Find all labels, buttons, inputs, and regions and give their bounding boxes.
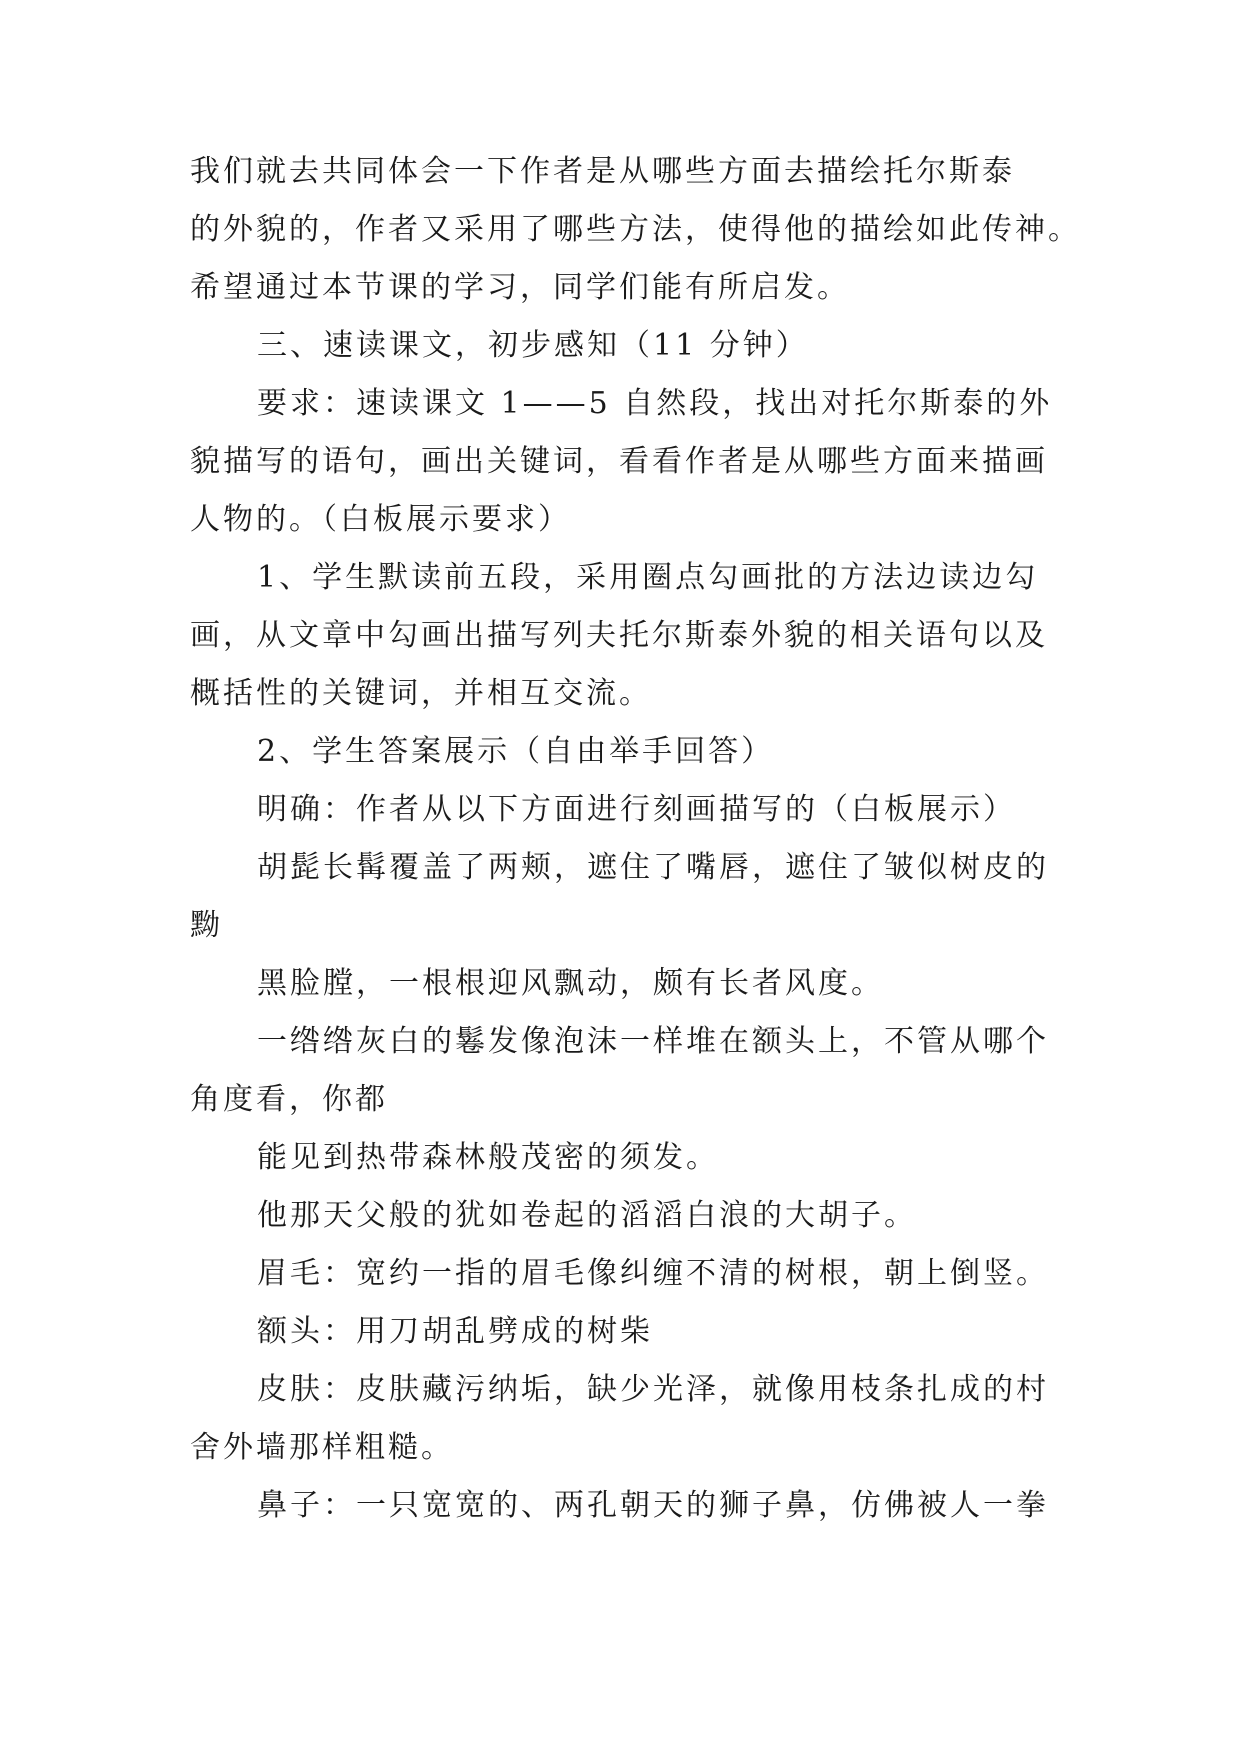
text-line: 眉毛：宽约一指的眉毛像纠缠不清的树根，朝上倒竖。 — [257, 1256, 1049, 1291]
text-line: 额头：用刀胡乱劈成的树柴 — [257, 1314, 653, 1349]
text-line: 我们就去共同体会一下作者是从哪些方面去描绘托尔斯泰 — [190, 154, 1015, 189]
section-heading: 三、速读课文，初步感知（11 分钟） — [257, 328, 809, 363]
text-line: 要求：速读课文 1——5 自然段，找出对托尔斯泰的外 — [257, 386, 1053, 421]
text-line: 貌描写的语句，画出关键词，看看作者是从哪些方面来描画 — [190, 444, 1048, 479]
text-line: 1、学生默读前五段，采用圈点勾画批的方法边读边勾 — [257, 560, 1039, 595]
text-line: 黑脸膛，一根根迎风飘动，颇有长者风度。 — [257, 966, 884, 1001]
text-line: 角度看，你都 — [190, 1082, 388, 1117]
text-line: 希望通过本节课的学习，同学们能有所启发。 — [190, 270, 850, 305]
text-line: 黝 — [190, 908, 223, 943]
text-line: 一绺绺灰白的鬈发像泡沫一样堆在额头上，不管从哪个 — [257, 1024, 1049, 1059]
text-line: 2、学生答案展示（自由举手回答） — [257, 734, 775, 769]
text-line: 能见到热带森林般茂密的须发。 — [257, 1140, 719, 1175]
text-line: 舍外墙那样粗糙。 — [190, 1430, 454, 1465]
text-line: 皮肤：皮肤藏污纳垢，缺少光泽，就像用枝条扎成的村 — [257, 1372, 1049, 1407]
text-line: 概括性的关键词，并相互交流。 — [190, 676, 652, 711]
text-line: 鼻子：一只宽宽的、两孔朝天的狮子鼻，仿佛被人一拳 — [257, 1488, 1049, 1523]
text-line: 人物的。（白板展示要求） — [190, 502, 571, 537]
text-line: 胡髭长髯覆盖了两颊，遮住了嘴唇，遮住了皱似树皮的 — [257, 850, 1049, 885]
text-line: 的外貌的，作者又采用了哪些方法，使得他的描绘如此传神。 — [190, 212, 1081, 247]
text-line: 画，从文章中勾画出描写列夫托尔斯泰外貌的相关语句以及 — [190, 618, 1048, 653]
text-line: 明确：作者从以下方面进行刻画描写的（白板展示） — [257, 792, 1016, 827]
text-line: 他那天父般的犹如卷起的滔滔白浪的大胡子。 — [257, 1198, 917, 1233]
